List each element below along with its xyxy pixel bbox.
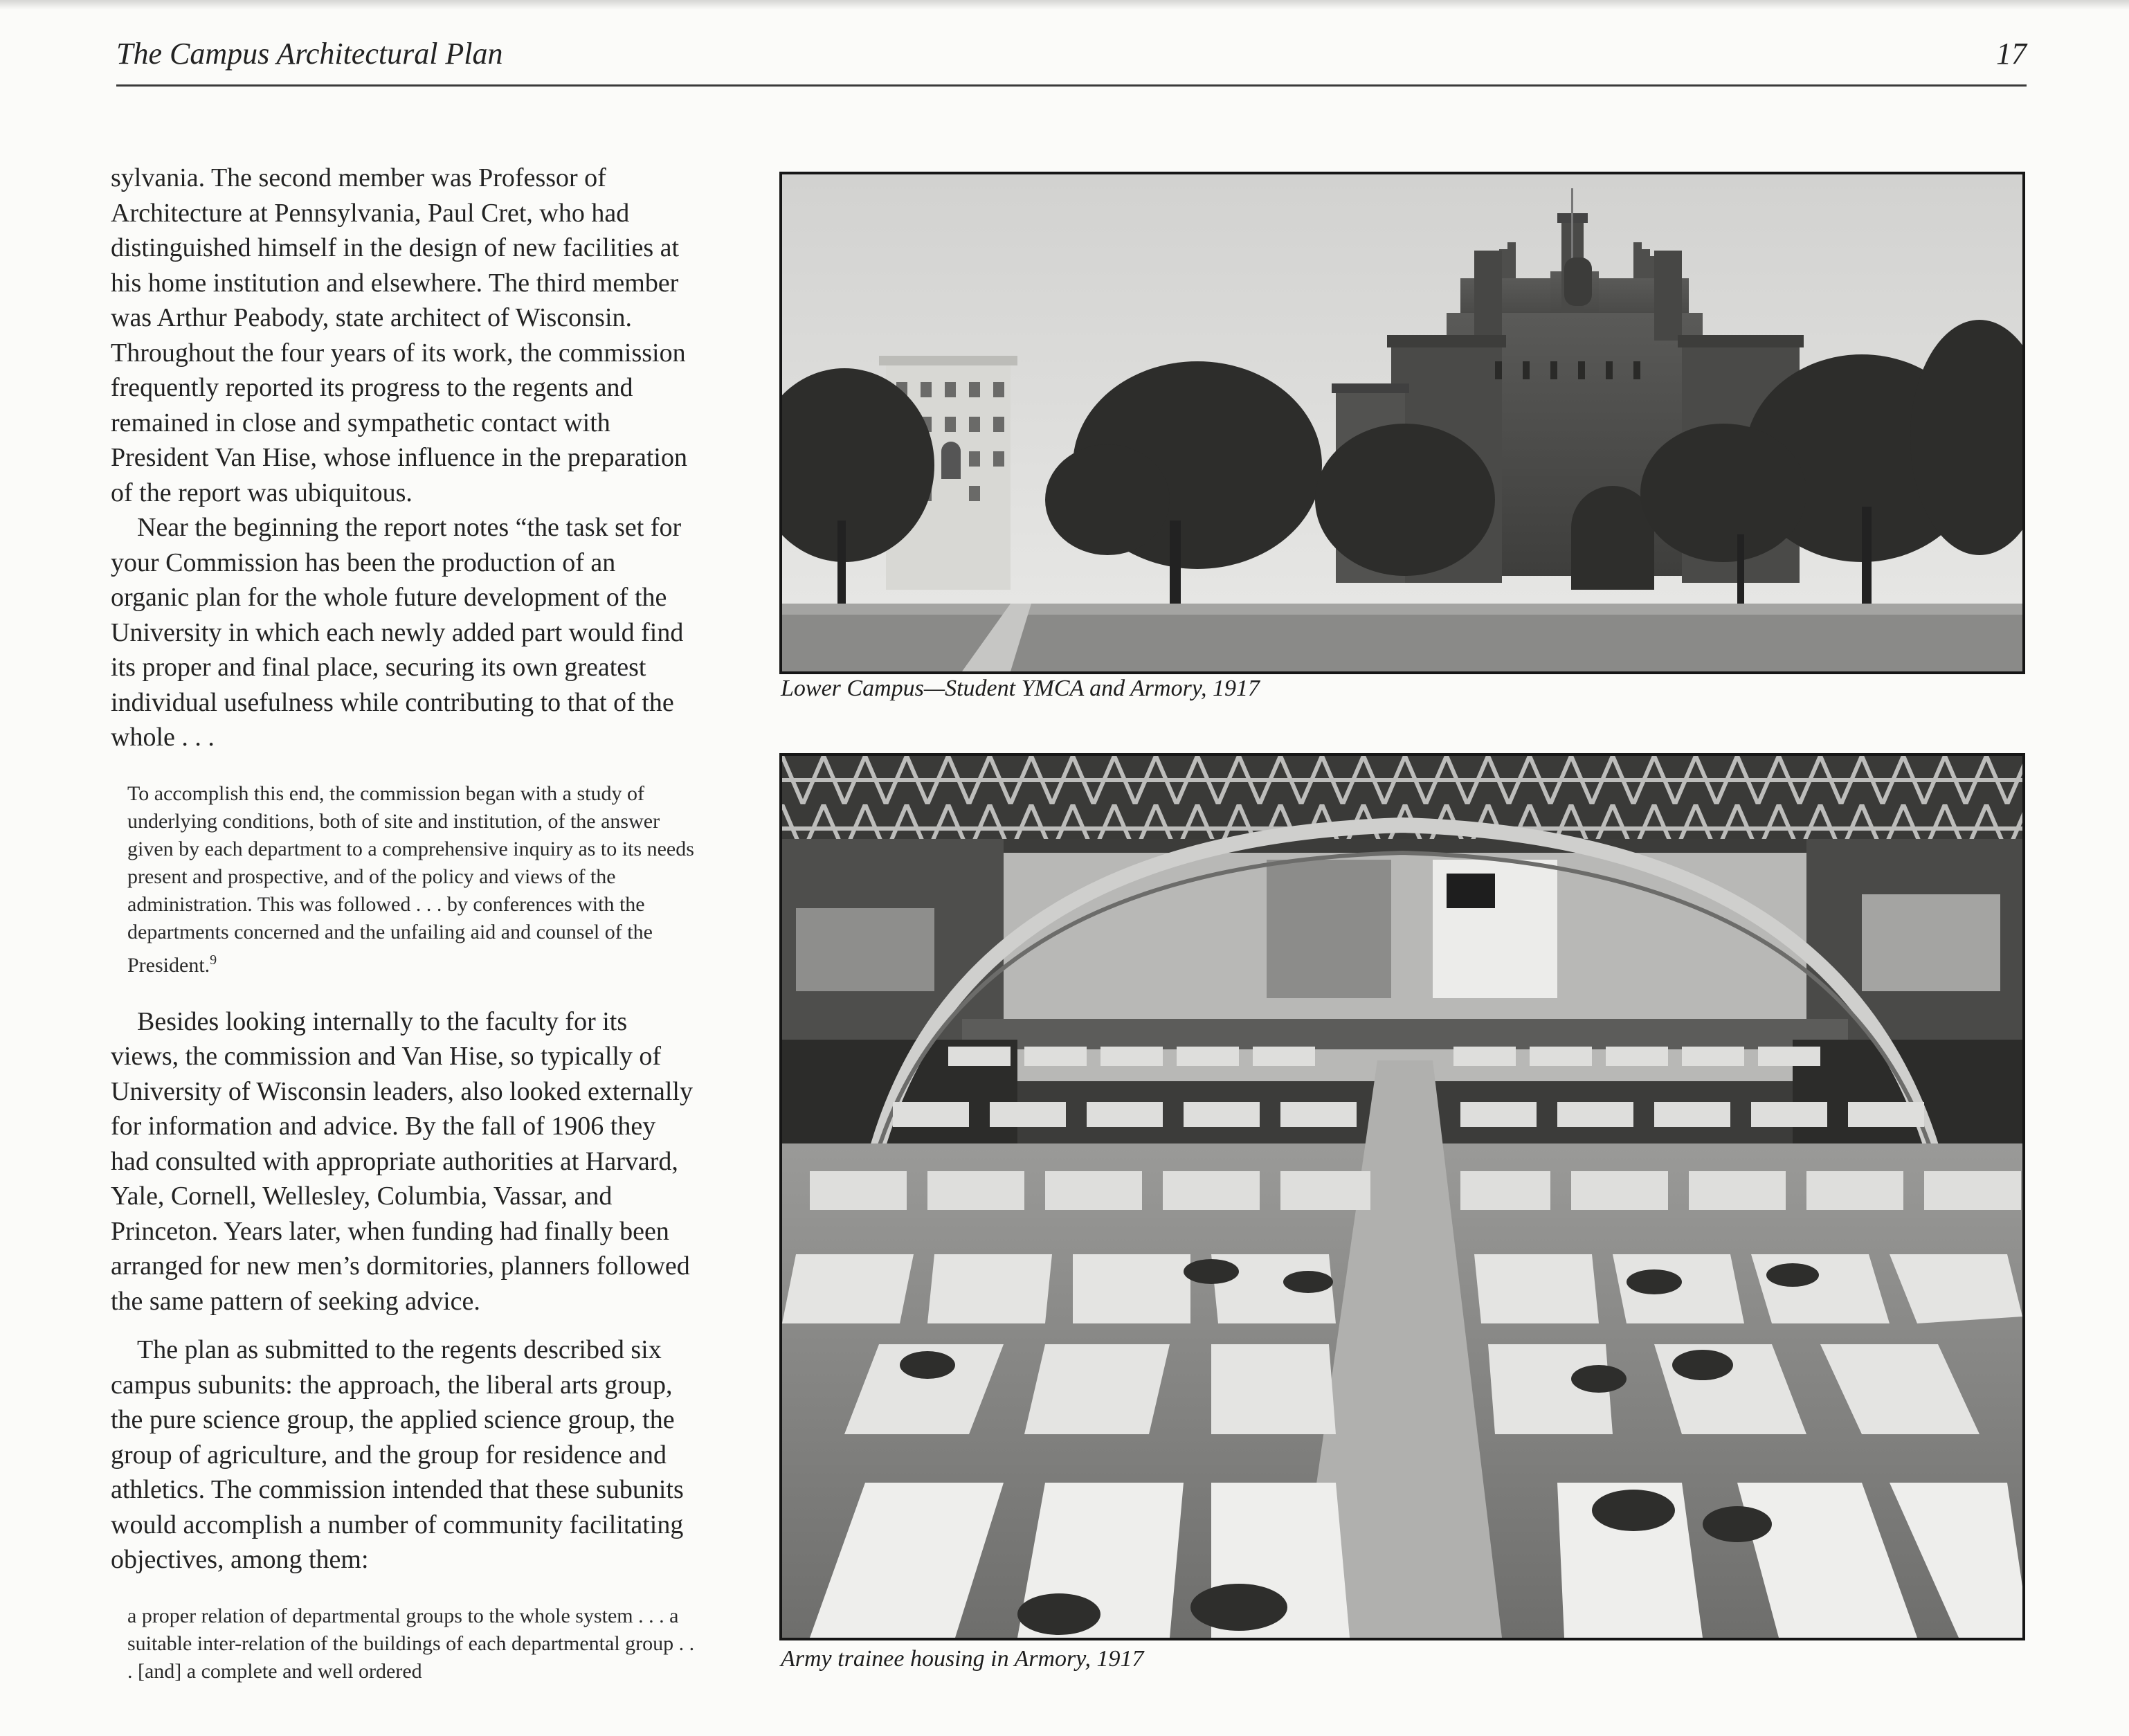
- figure-caption-top: Lower Campus—Student YMCA and Armory, 1917: [781, 676, 1260, 701]
- text-column: [111, 161, 699, 1710]
- running-head: The Campus Architectural Plan: [116, 37, 503, 71]
- header-rule: [116, 84, 2027, 87]
- photo-armory-cots-image: [782, 756, 2022, 1638]
- photo-ymca-armory-image: [782, 174, 2022, 671]
- figure-caption-bottom: Army trainee housing in Armory, 1917: [781, 1646, 1144, 1672]
- block-quote-1-text: To accomplish this end, the commission began with a study of underlying conditions, both of site and institution, of the answer given by each department to a comprehensive inquiry as to its needs present and prospective, and of the policy and views of the administration. This was followed . . . by conferences with the departments concerned and the unfailing aid and counsel of the President.: [127, 781, 694, 977]
- body-paragraph-2: Near the beginning the report notes “the task set for your Commission has been the production of an organic plan for the whole future development of the University in which each newly added part would find its proper and final place, securing its own greatest individual usefulness while contributing to that of the whole . . .: [111, 513, 684, 752]
- page-number: 17: [1996, 37, 2027, 71]
- photo-armory-cots: [779, 753, 2025, 1640]
- page-edge-shadow: [0, 0, 2129, 10]
- block-quote-1: [127, 780, 699, 979]
- body-paragraph-4: The plan as submitted to the regents described six campus subunits: the approach, the liberal arts group, the pure science group, the applied science group, the group of agriculture, and the group for residence and athletics. The commission intended that these subunits would accomplish a number of community facilitating objectives, among them:: [111, 1335, 684, 1574]
- footnote-marker: 9: [210, 952, 217, 968]
- body-paragraph-1: sylvania. The second member was Professor of Architecture at Pennsylvania, Paul Cret, who had distinguished himself in the design of new facilities at his home institution and elsewhere. The third member was Arthur Peabody, state architect of Wisconsin. Throughout the four years of its work, the commission frequently reported its progress to the regents and remained in close and sympathetic contact with President Van Hise, whose influence in the preparation of the report was ubiquitous.: [111, 163, 687, 507]
- photo-ymca-armory: [779, 172, 2025, 674]
- block-quote-2: a proper relation of departmental groups to the whole system . . . a suitable inter-relation of the buildings of each departmental group . . . [and] a complete and well ordered: [127, 1604, 695, 1683]
- body-paragraph-3: Besides looking internally to the faculty for its views, the commission and Van Hise, so typically of University of Wisconsin leaders, also looked externally for information and advice. By the fall of 1906 they had consulted with appropriate authorities at Harvard, Yale, Cornell, Wellesley, Columbia, Vassar, and Princeton. Years later, when funding had finally been arranged for new men’s dormitories, planners followed the same pattern of seeking advice.: [111, 1006, 693, 1316]
- page-header: [116, 36, 2027, 91]
